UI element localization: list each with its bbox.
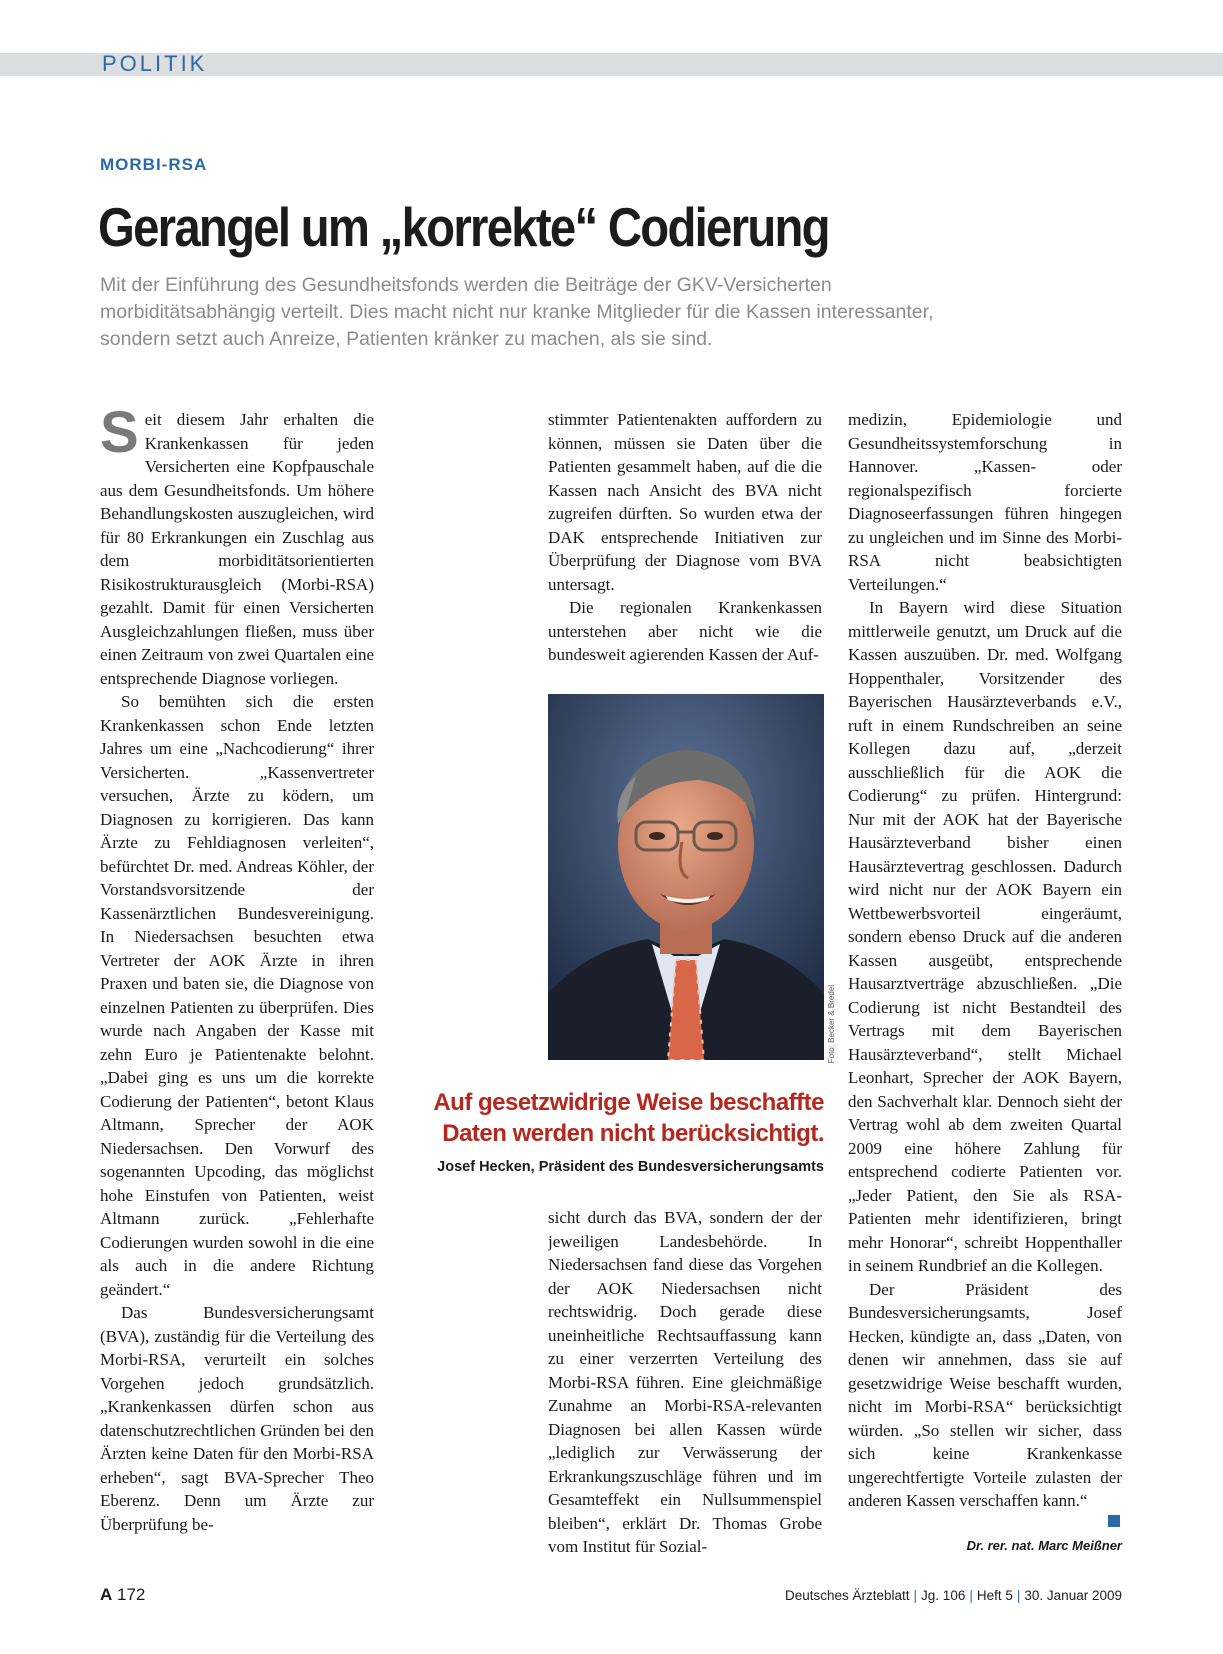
paragraph: So bemühten sich die ersten Krankenkassen schon Ende letzten Jahres um eine „Nachcodierung“ ihrer Versicherten. „Kassenvertreter versuchen, Ärzte zu ködern, um Diagnosen zu korrigieren. Das kann Ärzte zu Fehldiagnosen verleiten“, befürchtet Dr. med. Andreas Köhler, der Vorstandsvorsitzende der Kassenärztlichen Bundesvereinigung. In Niedersachsen besuchten etwa Vertreter der AOK Ärzte in ihren Praxen und baten sie, die Diagnose von einzelnen Patienten zu überprüfen. Dies wurde nach Angaben der Kasse mit zehn Euro je Patientenakte belohnt. „Dabei ging es uns um die korrekte Codierung der Patienten“, betont Klaus Altmann, Sprecher der AOK Niedersachsen. Den Vorwurf des sogenannten Upcoding, das möglichst hohe Einstufen von Patienten, weist Altmann zurück. „Fehlerhafte Codierungen wurden sowohl in die eine als auch in die andere Richtung geändert.“: [100, 692, 374, 1299]
author-name: Dr. rer. nat. Marc Meißner: [966, 1538, 1122, 1553]
photo-credit: Foto: Becker & Bredel: [827, 985, 836, 1064]
paragraph: stimmter Patientenakten auffordern zu können, müssen sie Daten über die Patienten gesammelt haben, auf die die Kassen nach Ansicht des BVA nicht zugreifen dürften. So wurden etwa der DAK entsprechende Initiativen zur Überprüfung der Diagnose vom BVA untersagt.: [548, 410, 822, 594]
publication-name: Deutsches Ärzteblatt: [784, 1588, 910, 1603]
paragraph: sicht durch das BVA, sondern der der jeweiligen Landesbehörde. In Niedersachsen fand diese das Vorgehen der AOK Niedersachsen nicht rechtswidrig. Doch gerade diese uneinheitliche Rechtsauffassung kann zu einer verzerrten Verteilung des Morbi-RSA führen. Eine gleichmäßige Zunahme an Morbi-RSA-relevanten Diagnosen bei allen Kassen würde „lediglich zur Verwässerung der Erkrankungszuschläge führen und im Gesamteffekt ein Nullsummenspiel bleiben“, erklärt Dr. Thomas Grobe vom Institut für Sozial-: [548, 1208, 822, 1556]
paragraph: In Bayern wird diese Situation mittlerweile genutzt, um Druck auf die Kassen auszuüben. Dr. med. Wolfgang Hoppenthaler, Vorsitzender des Bayerischen Hausärzteverbands e.V., ruft in einem Rundschreiben an seine Kollegen dazu auf, „derzeit ausschließlich für die AOK die Codierung“ zu prüfen. Hintergrund: Nur mit der AOK hat der Bayerische Hausärzteverband bisher einen Hausärztevertrag geschlossen. Dadurch wird nicht nur der AOK Bayern ein Wettbewerbsvorteil eingeräumt, sondern ebenso Druck auf die anderen Kassen ausgeübt, entsprechende Hausarztverträge abzuschließen. „Die Codierung ist nicht Bestandteil des Vertrags mit dem Bayerischen Hausärzteverband“, stellt Michael Leonhart, Sprecher der AOK Bayern, den Sachverhalt klar. Dennoch sieht der Vertrag wohl ab dem zweiten Quartal 2009 eine höhere Zahlung für entsprechend codierte Patienten vor. „Jeder Patient, den Sie als RSA-Patienten mehr identifizieren, bringt mehr Honorar“, schreibt Hoppenthaller in seinem Rundbrief an die Kollegen.: [848, 598, 1122, 1275]
publication-volume: Jg. 106: [921, 1588, 966, 1603]
portrait-photo: [548, 694, 824, 1060]
publication-date: 30. Januar 2009: [1024, 1588, 1122, 1603]
text-column-3: [848, 408, 1122, 1548]
text-column-2-top: [548, 408, 822, 670]
paragraph: Der Präsident des Bundesversicherungsamts, Josef Hecken, kündigte an, dass „Daten, von denen wir annehmen, dass sie auf gesetzwidrige Weise beschafft wurden, nicht im Morbi-RSA“ berücksichtigt würden. „So stellen wir sicher, dass sich keine Krankenkasse ungerechtfertigte Vorteile zulasten der anderen Kassen verschaffen kann.“: [848, 1279, 1122, 1510]
page-number-value: 172: [117, 1585, 146, 1604]
publication-issue: Heft 5: [976, 1588, 1013, 1603]
article-lede: Mit der Einführung des Gesundheitsfonds werden die Beiträge der GKV-Versicherten morbiditätsabhängig verteilt. Dies macht nicht nur kranke Mitglieder für die Kassen interessanter, sondern setzt auch Anreize, Patienten kränker zu machen, als sie sind.: [100, 274, 934, 350]
footer-separator: |: [969, 1588, 973, 1603]
text-column-1: [100, 408, 374, 1558]
paragraph: medizin, Epidemiologie und Gesundheitssystemforschung in Hannover. „Kassen- oder regionalspezifisch forcierte Diagnoseerfassungen führen hingegen zu ungleichen und im Sinne des Morbi-RSA nicht beabsichtigten Verteilungen.“: [848, 410, 1122, 594]
paragraph: Seit diesem Jahr erhalten die Krankenkassen für jeden Versicherten eine Kopfpauschale aus dem Gesundheitsfonds. Um höhere Behandlungskosten auszugleichen, wird für 80 Erkrankungen ein Zuschlag aus dem morbiditätsorientierten Risikostrukturausgleich (Morbi-RSA) gezahlt. Damit für einen Versicherten Ausgleichzahlungen fließen, muss über einen Zeitraum von zwei Quartalen eine entsprechende Diagnose vorliegen.: [100, 408, 374, 688]
footer-separator: |: [1016, 1588, 1021, 1603]
paragraph: Das Bundesversicherungsamt (BVA), zuständig für die Verteilung des Morbi-RSA, verurteilt ein solches Vorgehen jedoch grundsätzlich. „Krankenkassen dürfen schon aus datenschutzrechtlichen Gründen bei den Ärzten keine Daten für den Morbi-RSA erheben“, sagt BVA-Sprecher Theo Eberenz. Denn um Ärzte zur Überprüfung be-: [100, 1303, 374, 1534]
article-kicker: MORBI-RSA: [100, 155, 208, 174]
end-square-icon: [1108, 1515, 1120, 1527]
dropcap: S: [100, 408, 139, 465]
pull-quote-attribution: Josef Hecken, Präsident des Bundesversicherungsamts: [437, 1159, 824, 1175]
footer-separator: |: [913, 1588, 918, 1603]
text-column-2-bottom: [548, 1206, 822, 1558]
section-label: POLITIK: [102, 51, 208, 76]
article-headline: Gerangel um „korrekte“ Codierung: [98, 196, 829, 258]
pull-quote: Auf gesetzwidrige Weise beschaffte Daten werden nicht berücksichtigt.: [433, 1089, 824, 1147]
publication-footer: [760, 1588, 1122, 1603]
paragraph: Die regionalen Krankenkassen unterstehen aber nicht wie die bundesweit agierenden Kassen der Auf-: [548, 598, 822, 664]
page-number: [100, 1585, 145, 1605]
page-prefix: A: [100, 1585, 113, 1604]
portrait-image: [548, 694, 824, 1060]
